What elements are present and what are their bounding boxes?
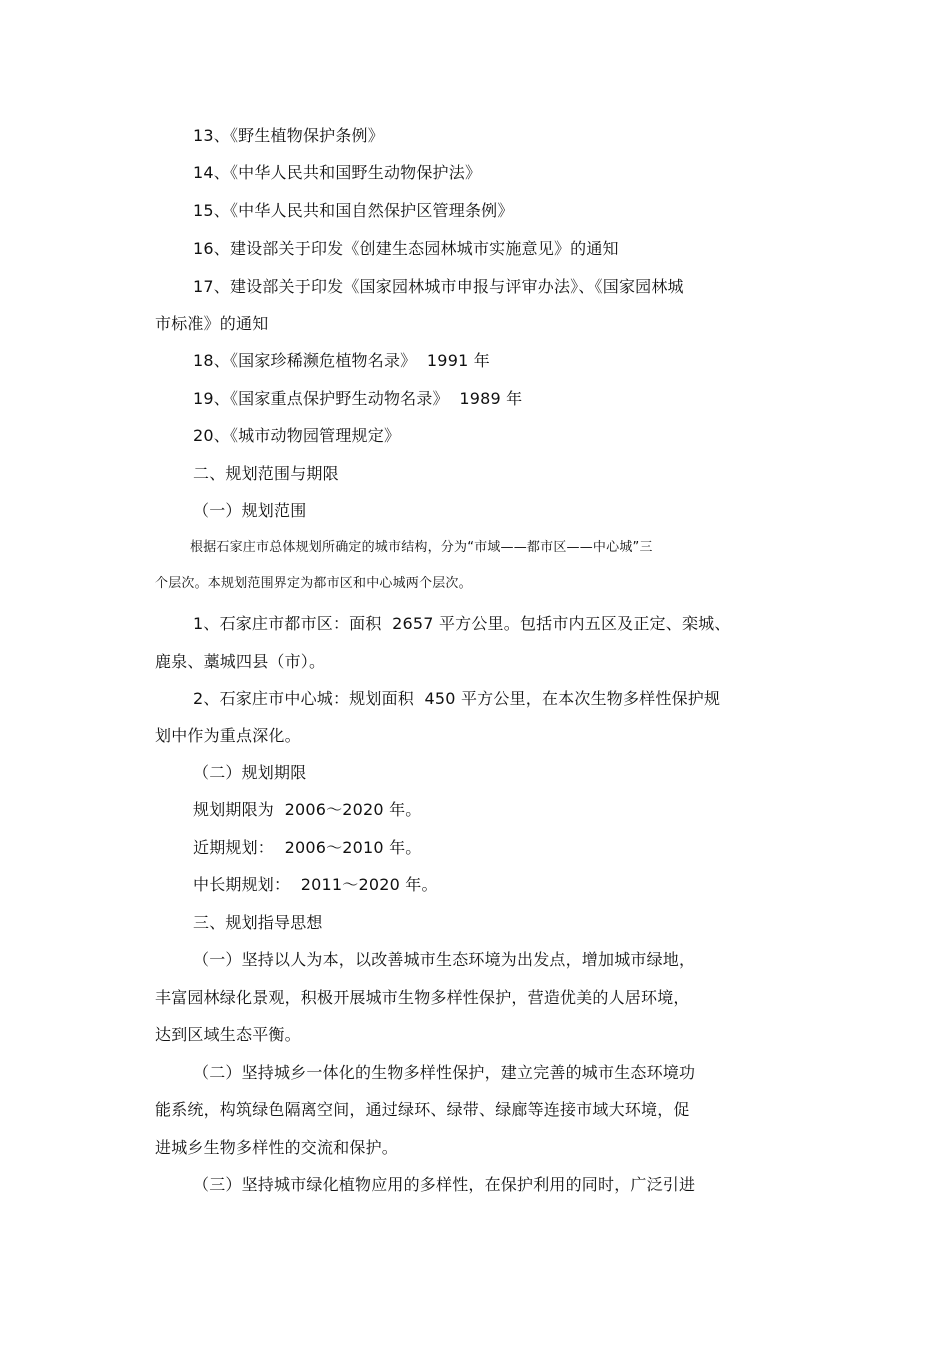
text-line: 根据石家庄市总体规划所确定的城市结构，分为“市域——都市区——中心城”三 — [190, 540, 653, 555]
text-line: 市标准》的通知 — [155, 314, 269, 333]
text-line: 近期规划： 2006～2010 年。 — [193, 838, 422, 857]
text-line: 1、石家庄市都市区：面积 2657 平方公里。包括市内五区及正定、栾城、 — [193, 614, 731, 633]
text-line: （三）坚持城市绿化植物应用的多样性，在保护利用的同时，广泛引进 — [193, 1175, 696, 1194]
text-line: 丰富园林绿化景观，积极开展城市生物多样性保护，营造优美的人居环境， — [155, 988, 690, 1007]
text-line: 20、《城市动物园管理规定》 — [193, 426, 401, 445]
text-line: 17、建设部关于印发《国家园林城市申报与评审办法》、《国家园林城 — [193, 277, 684, 296]
section-heading: 二、规划范围与期限 — [193, 464, 339, 483]
subsection-heading: （一）规划范围 — [193, 501, 307, 520]
text-line: （二）坚持城乡一体化的生物多样性保护，建立完善的城市生态环境功 — [193, 1063, 696, 1082]
text-line: 13、《野生植物保护条例》 — [193, 126, 384, 145]
text-line: 14、《中华人民共和国野生动物保护法》 — [193, 163, 482, 182]
text-line: 进城乡生物多样性的交流和保护。 — [155, 1138, 399, 1157]
text-line: 18、《国家珍稀濒危植物名录》 1991 年 — [193, 351, 490, 370]
text-line: 鹿泉、藁城四县（市）。 — [155, 652, 326, 671]
text-line: 能系统，构筑绿色隔离空间，通过绿环、绿带、绿廊等连接市域大环境，促 — [155, 1100, 690, 1119]
subsection-heading: （二）规划期限 — [193, 763, 307, 782]
text-line: 规划期限为 2006～2020 年。 — [193, 800, 422, 819]
text-line: 2、石家庄市中心城：规划面积 450 平方公里，在本次生物多样性保护规 — [193, 689, 721, 708]
section-heading: 三、规划指导思想 — [193, 913, 323, 932]
text-line: 达到区域生态平衡。 — [155, 1025, 301, 1044]
text-line: （一）坚持以人为本，以改善城市生态环境为出发点，增加城市绿地， — [193, 950, 696, 969]
text-line: 个层次。本规划范围界定为都市区和中心城两个层次。 — [155, 576, 472, 591]
text-line: 15、《中华人民共和国自然保护区管理条例》 — [193, 201, 514, 220]
text-line: 中长期规划： 2011～2020 年。 — [193, 875, 438, 894]
text-line: 划中作为重点深化。 — [155, 726, 301, 745]
text-line: 19、《国家重点保护野生动物名录》 1989 年 — [193, 389, 523, 408]
text-line: 16、建设部关于印发《创建生态园林城市实施意见》的通知 — [193, 239, 619, 258]
